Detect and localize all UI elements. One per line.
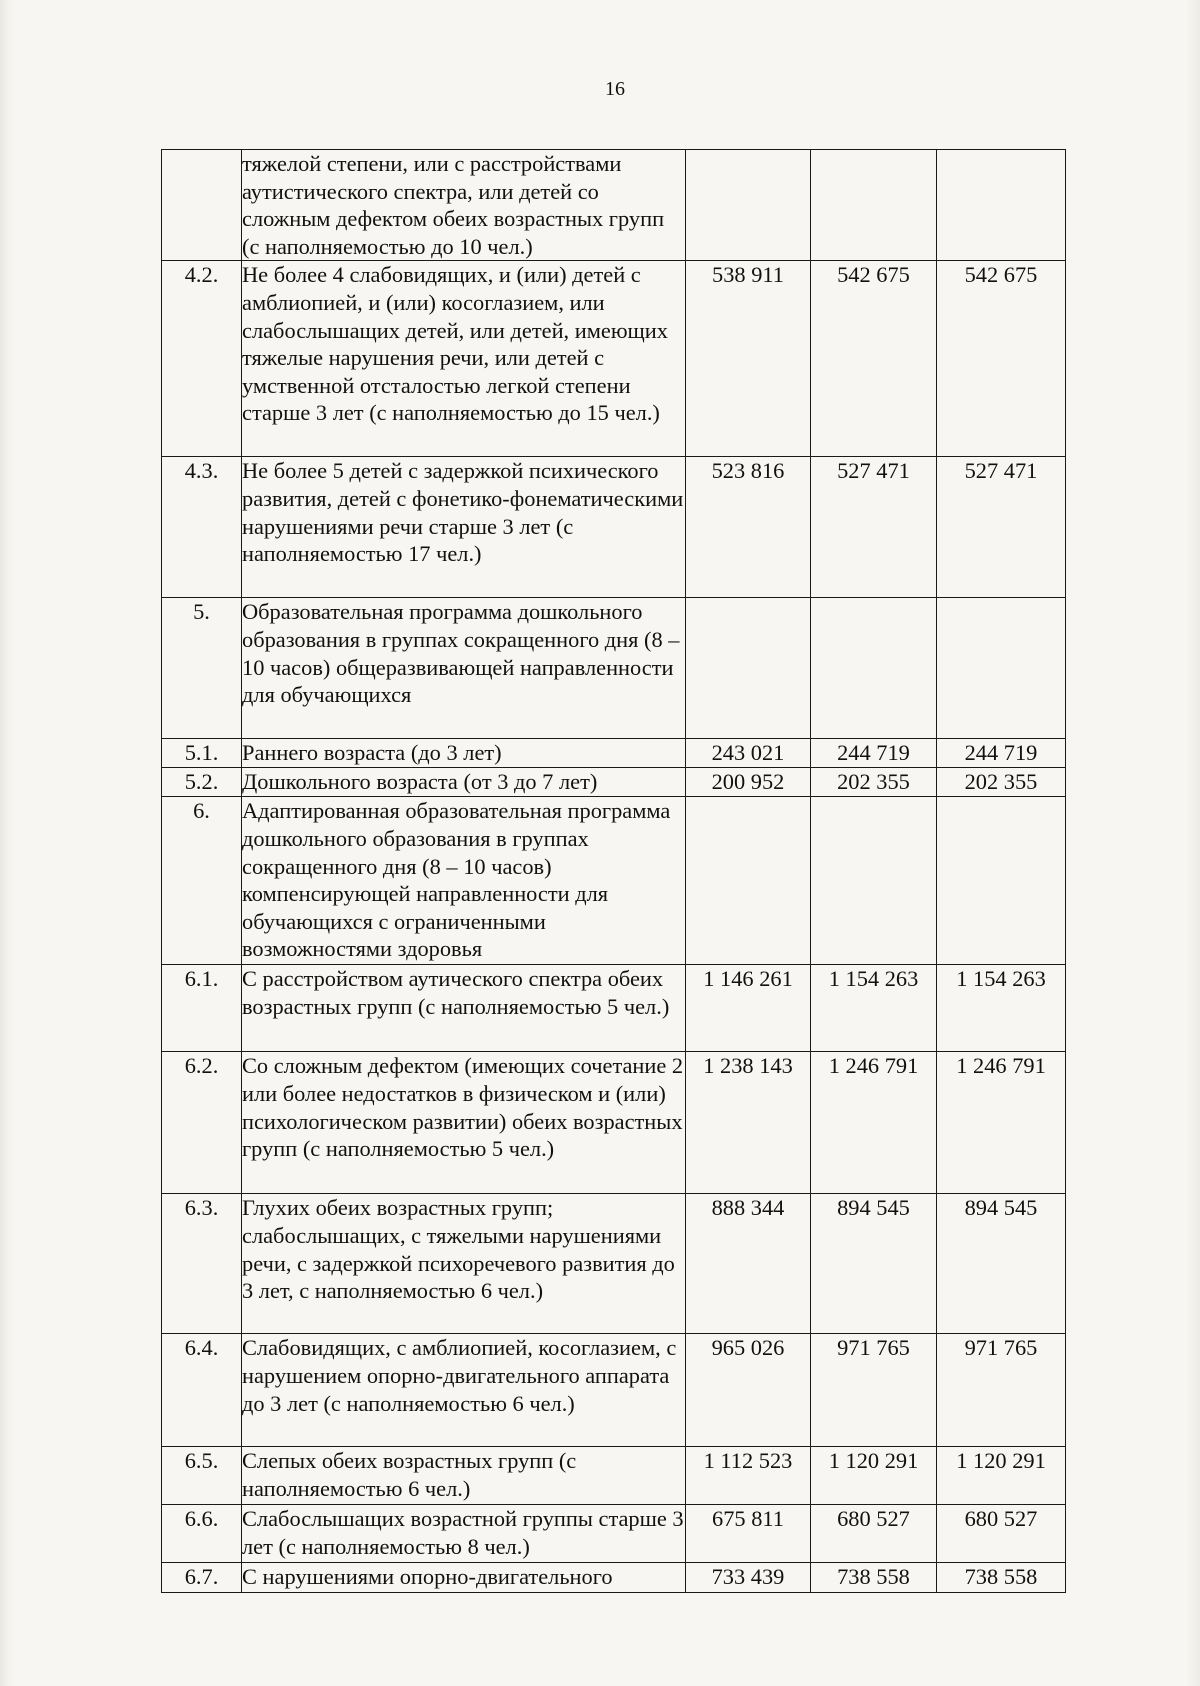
row-number: 6.3. (162, 1194, 242, 1334)
row-value-1 (686, 797, 811, 965)
row-description (242, 1563, 686, 1593)
row-description-text: тяжелой степени, или с расстройствами аутистического спектра, или детей со сложным дефектом обеих возрастных групп (с наполняемостью до 10 чел.) (242, 151, 665, 259)
row-description-text: С нарушениями опорно-двигательного (242, 1564, 613, 1590)
row-value-2: 527 471 (811, 457, 937, 598)
row-value-2: 542 675 (811, 261, 937, 457)
table-row (162, 797, 1066, 965)
row-description (242, 598, 686, 739)
row-description (242, 1194, 686, 1334)
row-value-2: 1 154 263 (811, 965, 937, 1052)
row-description (242, 797, 686, 965)
row-description-text: Глухих обеих возрастных групп; слабослышащих, с тяжелыми нарушениями речи, с задержкой психоречевого развития до 3 лет, с наполняемостью 6 чел.) (242, 1195, 675, 1304)
row-value-1: 538 911 (686, 261, 811, 457)
row-number: 6. (162, 797, 242, 965)
row-number: 6.2. (162, 1052, 242, 1194)
row-description (242, 1447, 686, 1505)
table-row (162, 965, 1066, 1052)
row-value-2: 244 719 (811, 739, 937, 768)
row-value-1: 1 238 143 (686, 1052, 811, 1194)
row-description (242, 261, 686, 457)
row-number: 4.3. (162, 457, 242, 598)
row-value-1 (686, 598, 811, 739)
row-value-3 (937, 797, 1066, 965)
table-row (162, 1447, 1066, 1505)
row-description-text: С расстройством аутического спектра обеих возрастных групп (с наполняемостью 5 чел.) (242, 966, 670, 1019)
table-row (162, 768, 1066, 797)
table-row (162, 1052, 1066, 1194)
row-number: 6.1. (162, 965, 242, 1052)
row-description (242, 150, 686, 261)
row-number: 5.1. (162, 739, 242, 768)
page-number: 16 (605, 78, 625, 100)
row-value-3: 527 471 (937, 457, 1066, 598)
row-number: 5. (162, 598, 242, 739)
row-description (242, 1334, 686, 1447)
row-value-3: 244 719 (937, 739, 1066, 768)
row-value-1: 965 026 (686, 1334, 811, 1447)
row-value-3: 1 246 791 (937, 1052, 1066, 1194)
row-value-3: 542 675 (937, 261, 1066, 457)
row-value-2 (811, 598, 937, 739)
row-description-text: Адаптированная образовательная программа дошкольного образования в группах сокращенного дня (8 – 10 часов) компенсирующей направленности для обучающихся с ограниченными возможностями здоровья (242, 798, 671, 962)
table-row (162, 598, 1066, 739)
row-value-1 (686, 150, 811, 261)
row-value-2: 738 558 (811, 1563, 937, 1593)
table-row (162, 739, 1066, 768)
row-value-3 (937, 150, 1066, 261)
row-value-3 (937, 598, 1066, 739)
row-number: 6.5. (162, 1447, 242, 1505)
row-value-3: 680 527 (937, 1505, 1066, 1563)
row-value-2: 1 120 291 (811, 1447, 937, 1505)
row-value-2 (811, 150, 937, 261)
row-description (242, 457, 686, 598)
table-row (162, 150, 1066, 261)
table-row (162, 1334, 1066, 1447)
row-description (242, 965, 686, 1052)
row-description (242, 1052, 686, 1194)
row-value-3: 1 154 263 (937, 965, 1066, 1052)
row-description (242, 768, 686, 797)
row-value-2 (811, 797, 937, 965)
table-row (162, 457, 1066, 598)
row-value-1: 888 344 (686, 1194, 811, 1334)
row-description-text: Не более 4 слабовидящих, и (или) детей с амблиопией, и (или) косоглазием, или слабослышащих детей, или детей, имеющих тяжелые нарушения речи, или детей с умственной отсталостью легкой степени старше 3 лет (с наполняемостью до 15 чел.) (242, 262, 668, 426)
row-description-text: Со сложным дефектом (имеющих сочетание 2 или более недостатков в физическом и (или) психологическом развитии) обеих возрастных групп (с наполняемостью 5 чел.) (242, 1053, 684, 1162)
table-row (162, 261, 1066, 457)
row-number: 6.4. (162, 1334, 242, 1447)
row-value-3: 971 765 (937, 1334, 1066, 1447)
row-description-text: Слепых обеих возрастных групп (с наполняемостью 6 чел.) (242, 1448, 577, 1501)
row-value-2: 971 765 (811, 1334, 937, 1447)
tariff-table (161, 149, 1066, 1593)
row-value-2: 894 545 (811, 1194, 937, 1334)
row-number: 6.7. (162, 1563, 242, 1593)
scan-edge-right (1186, 0, 1200, 1686)
row-value-3: 738 558 (937, 1563, 1066, 1593)
row-number: 5.2. (162, 768, 242, 797)
row-description-text: Дошкольного возраста (от 3 до 7 лет) (242, 769, 598, 795)
row-description (242, 1505, 686, 1563)
row-description-text: Образовательная программа дошкольного образования в группах сокращенного дня (8 – 10 часов) общеразвивающей направленности для обучающихся (242, 599, 680, 708)
row-number (162, 150, 242, 261)
row-value-3: 202 355 (937, 768, 1066, 797)
row-value-2: 1 246 791 (811, 1052, 937, 1194)
row-number: 6.6. (162, 1505, 242, 1563)
row-number: 4.2. (162, 261, 242, 457)
table-row (162, 1505, 1066, 1563)
row-value-2: 202 355 (811, 768, 937, 797)
row-description-text: Раннего возраста (до 3 лет) (242, 740, 502, 766)
row-value-1: 200 952 (686, 768, 811, 797)
table-row (162, 1194, 1066, 1334)
row-value-1: 1 112 523 (686, 1447, 811, 1505)
row-value-2: 680 527 (811, 1505, 937, 1563)
row-description-text: Не более 5 детей с задержкой психического развития, детей с фонетико-фонематическими нарушениями речи старше 3 лет (с наполняемостью 17 чел.) (242, 458, 684, 567)
row-value-1: 1 146 261 (686, 965, 811, 1052)
row-value-1: 733 439 (686, 1563, 811, 1593)
row-description-text: Слабовидящих, с амблиопией, косоглазием, с нарушением опорно-двигательного аппарата до 3 лет (с наполняемостью 6 чел.) (242, 1335, 677, 1416)
table-row (162, 1563, 1066, 1593)
scan-edge-left (0, 0, 14, 1686)
row-value-1: 675 811 (686, 1505, 811, 1563)
row-description-text: Слабослышащих возрастной группы старше 3 лет (с наполняемостью 8 чел.) (242, 1506, 684, 1559)
row-description (242, 739, 686, 768)
row-value-1: 523 816 (686, 457, 811, 598)
row-value-3: 894 545 (937, 1194, 1066, 1334)
row-value-3: 1 120 291 (937, 1447, 1066, 1505)
row-value-1: 243 021 (686, 739, 811, 768)
